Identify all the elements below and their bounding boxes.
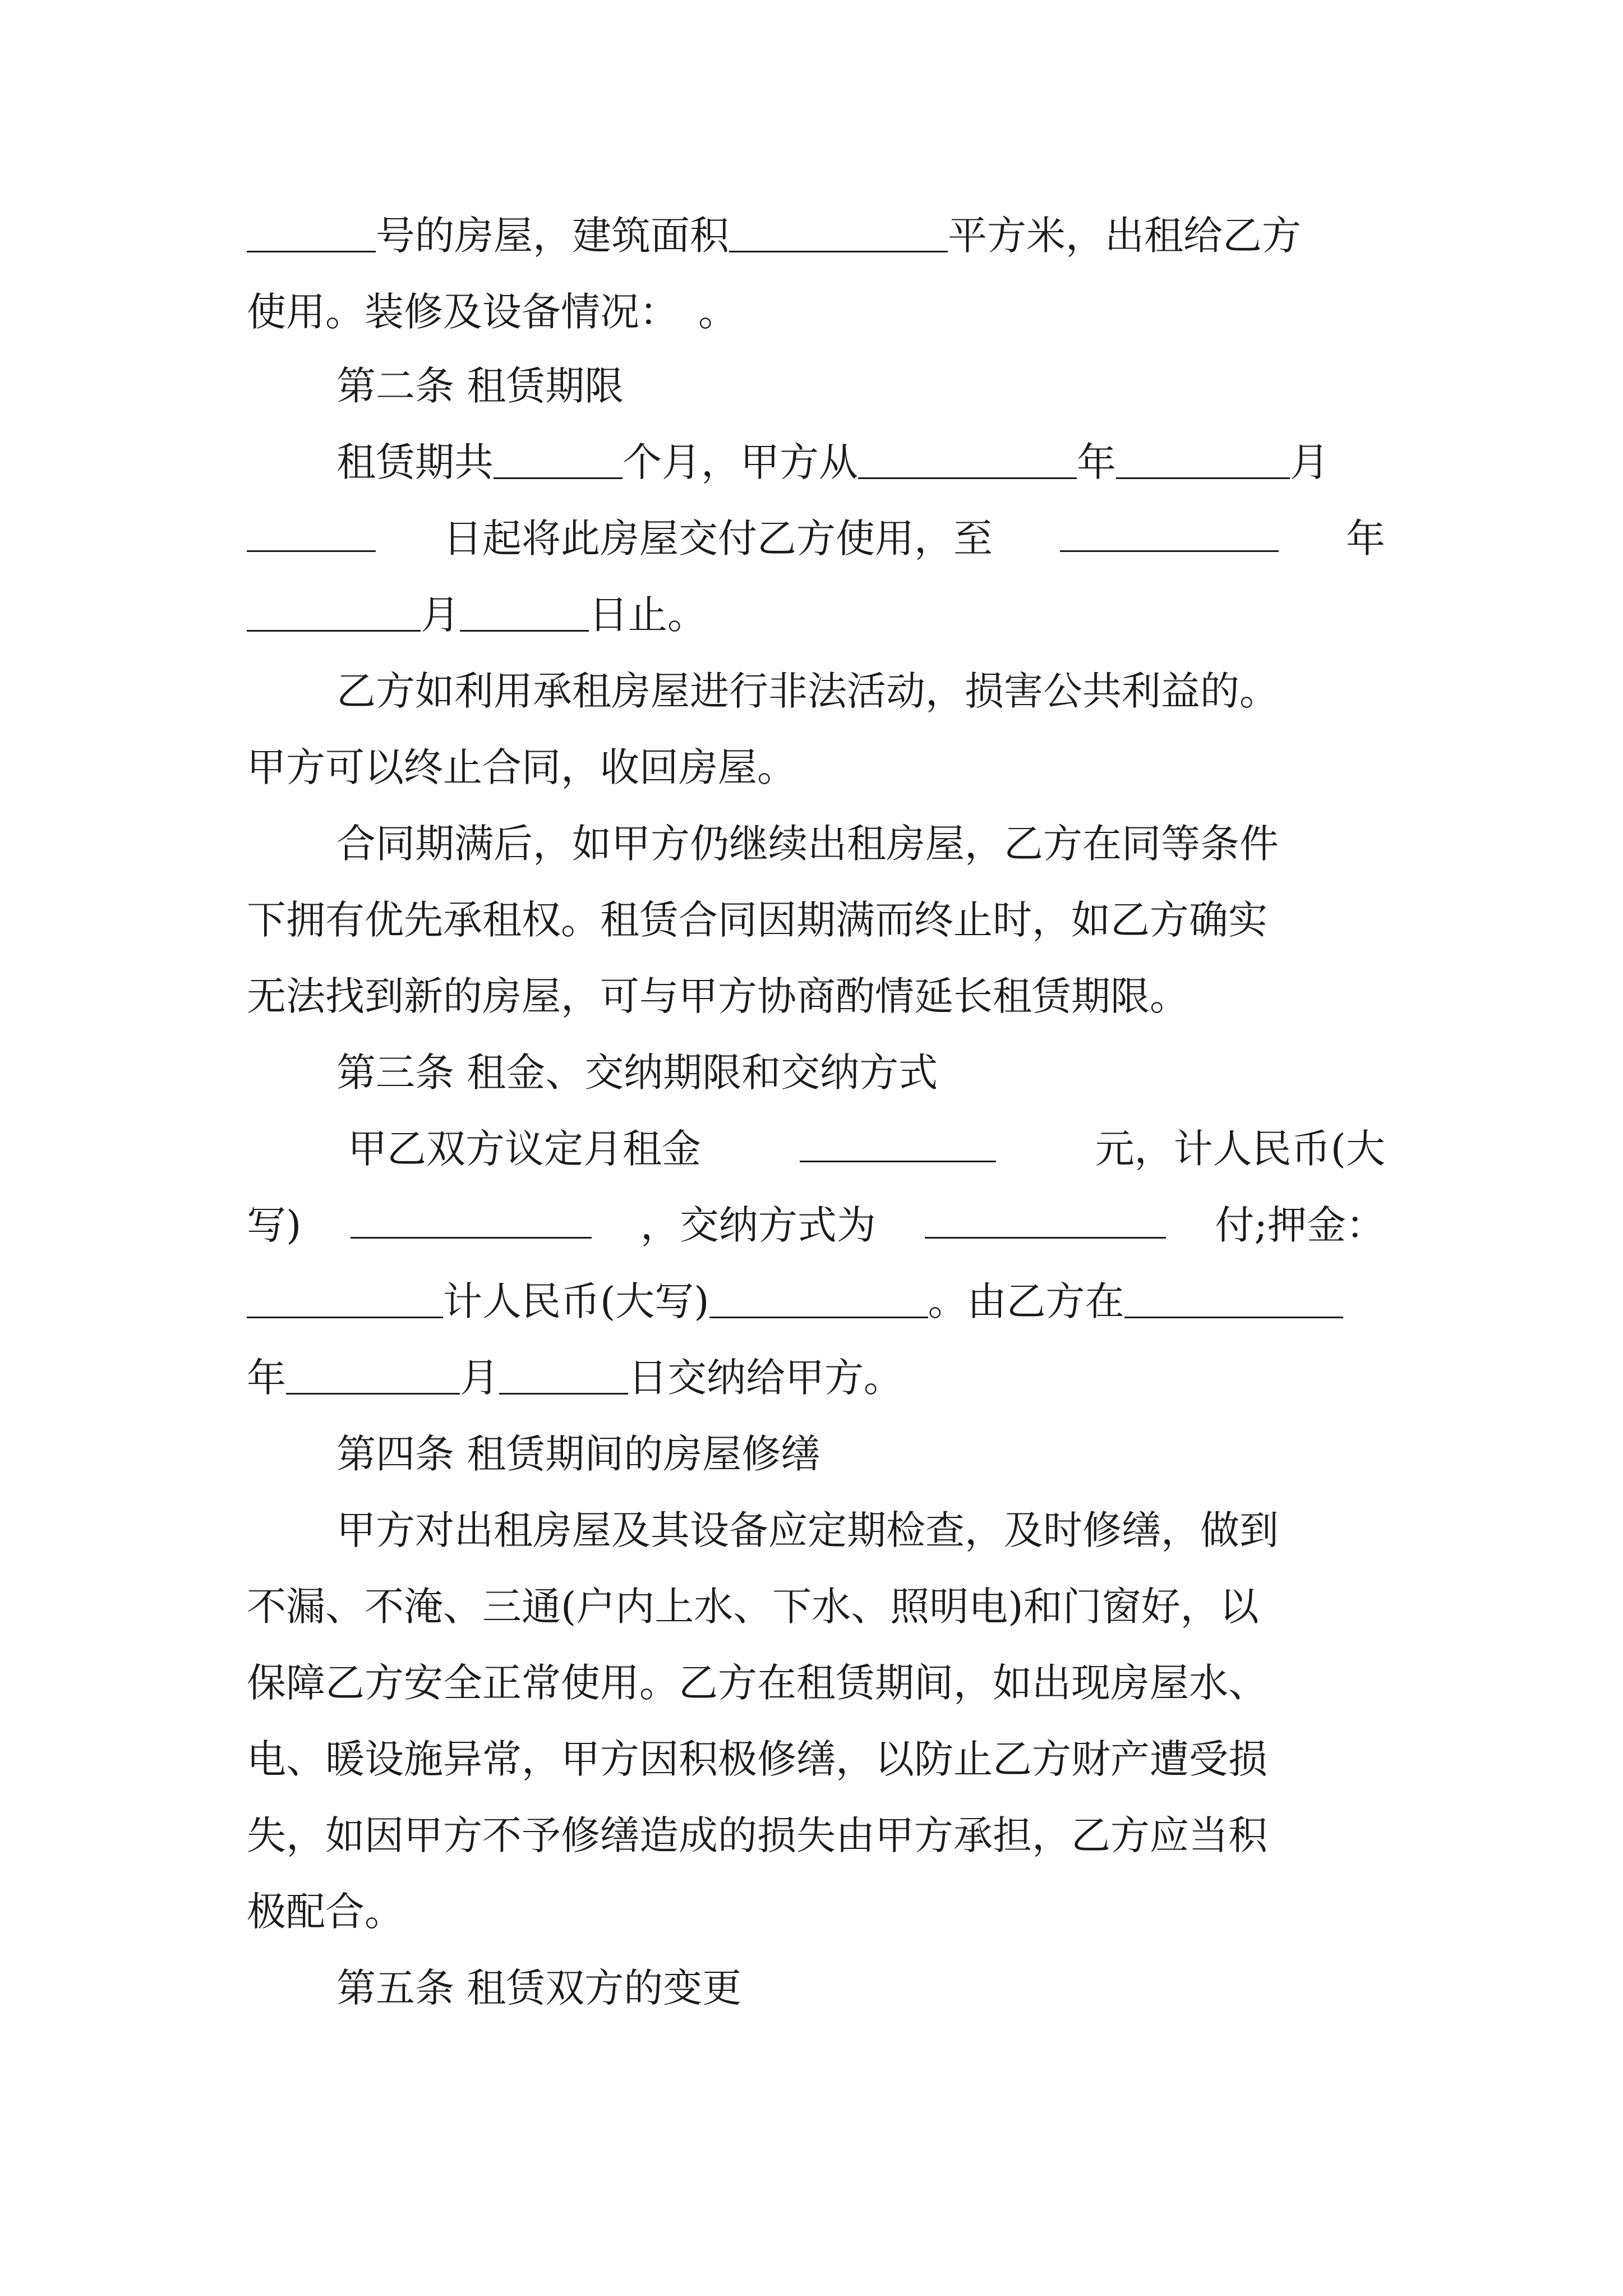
line-text: 甲方可以终止合同，收回房屋。 xyxy=(247,744,796,790)
line-text: 月 xyxy=(1290,439,1329,485)
line-text: 合同期满后，如甲方仍继续出租房屋，乙方在同等条件 xyxy=(336,821,1279,867)
fill-in-blank xyxy=(247,247,376,252)
document-line xyxy=(247,969,1385,1023)
fill-in-blank xyxy=(247,627,421,632)
line-text: 号的房屋，建筑面积 xyxy=(376,213,729,259)
line-text: 租赁期共 xyxy=(336,439,494,485)
document-line xyxy=(247,1656,1385,1710)
line-text: 甲方对出租房屋及其设备应定期检查，及时修缮，做到 xyxy=(336,1507,1279,1553)
document-line xyxy=(247,1351,1385,1405)
document-line xyxy=(247,1274,1385,1328)
line-text: 日止。 xyxy=(589,592,707,638)
document-line xyxy=(336,1046,1385,1099)
fill-in-blank xyxy=(729,247,948,252)
line-text: 月 xyxy=(421,592,460,638)
line-text: 计人民币(大写) xyxy=(443,1278,709,1324)
fill-in-blank xyxy=(800,1157,996,1162)
document-line xyxy=(336,1961,1385,2015)
line-text: 第四条 租赁期间的房屋修缮 xyxy=(336,1431,820,1477)
document-line xyxy=(336,817,1385,871)
fill-in-blank xyxy=(1124,1313,1343,1318)
document-line xyxy=(247,893,1385,947)
document-line xyxy=(336,1503,1385,1557)
document-line xyxy=(348,1122,1385,1176)
line-text: 第二条 租赁期限 xyxy=(336,363,624,409)
line-text: 第三条 租金、交纳期限和交纳方式 xyxy=(336,1050,938,1096)
line-text: 年 xyxy=(247,1355,286,1401)
line-text: 月 xyxy=(460,1355,499,1401)
line-text: 写) xyxy=(247,1202,302,1248)
document-line xyxy=(247,1198,1385,1252)
line-text: 。由乙方在 xyxy=(928,1278,1124,1324)
line-text: 日起将此房屋交付乙方使用，至 xyxy=(443,516,993,562)
line-text: 付;押金： xyxy=(1215,1202,1385,1248)
fill-in-blank xyxy=(286,1389,460,1395)
document-line xyxy=(247,1580,1385,1634)
line-text: 极配合。 xyxy=(247,1889,404,1935)
fill-in-blank xyxy=(1060,547,1279,552)
document-line xyxy=(247,512,1385,565)
fill-in-blank xyxy=(460,627,589,632)
document-line xyxy=(247,740,1385,794)
line-text: 甲乙双方议定月租金 xyxy=(348,1126,701,1172)
document-line xyxy=(247,285,1385,339)
line-text: 不漏、不淹、三通(户内上水、下水、照明电)和门窗好，以 xyxy=(247,1584,1259,1630)
fill-in-blank xyxy=(499,1389,628,1395)
fill-in-blank xyxy=(247,1313,443,1318)
line-text: 平方米，出租给乙方 xyxy=(948,213,1301,259)
fill-in-blank xyxy=(709,1313,928,1318)
line-text: 元，计人民币(大 xyxy=(1095,1126,1385,1172)
line-text: 无法找到新的房屋，可与甲方协商酌情延长租赁期限。 xyxy=(247,973,1189,1019)
document-line xyxy=(247,1885,1385,1939)
line-text: ，交纳方式为 xyxy=(640,1202,876,1248)
fill-in-blank xyxy=(494,474,623,479)
line-text: 保障乙方安全正常使用。乙方在租赁期间，如出现房屋水、 xyxy=(247,1660,1267,1706)
document-line xyxy=(336,664,1385,718)
fill-in-blank xyxy=(1116,474,1290,479)
line-text: 使用。装修及设备情况： 。 xyxy=(247,289,737,335)
document-line xyxy=(336,359,1385,413)
line-text: 乙方如利用承租房屋进行非法活动，损害公共利益的。 xyxy=(336,668,1279,714)
document-line xyxy=(247,209,1385,263)
document-line xyxy=(247,1809,1385,1862)
line-text: 第五条 租赁双方的变更 xyxy=(336,1965,742,2011)
line-text: 个月，甲方从 xyxy=(623,439,858,485)
line-text: 年 xyxy=(1346,516,1385,562)
fill-in-blank xyxy=(351,1234,592,1239)
line-text: 年 xyxy=(1077,439,1116,485)
document-line xyxy=(247,588,1385,642)
document-line xyxy=(336,435,1385,489)
line-text: 下拥有优先承租权。租赁合同因期满而终止时，如乙方确实 xyxy=(247,897,1267,943)
line-text: 电、暖设施异常，甲方因积极修缮，以防止乙方财产遭受损 xyxy=(247,1736,1267,1782)
fill-in-blank xyxy=(925,1234,1166,1239)
line-text: 日交纳给甲方。 xyxy=(628,1355,903,1401)
fill-in-blank xyxy=(858,474,1077,479)
document-line xyxy=(336,1427,1385,1481)
document-line xyxy=(247,1732,1385,1786)
line-text: 失，如因甲方不予修缮造成的损失由甲方承担，乙方应当积 xyxy=(247,1812,1267,1858)
fill-in-blank xyxy=(247,547,376,552)
